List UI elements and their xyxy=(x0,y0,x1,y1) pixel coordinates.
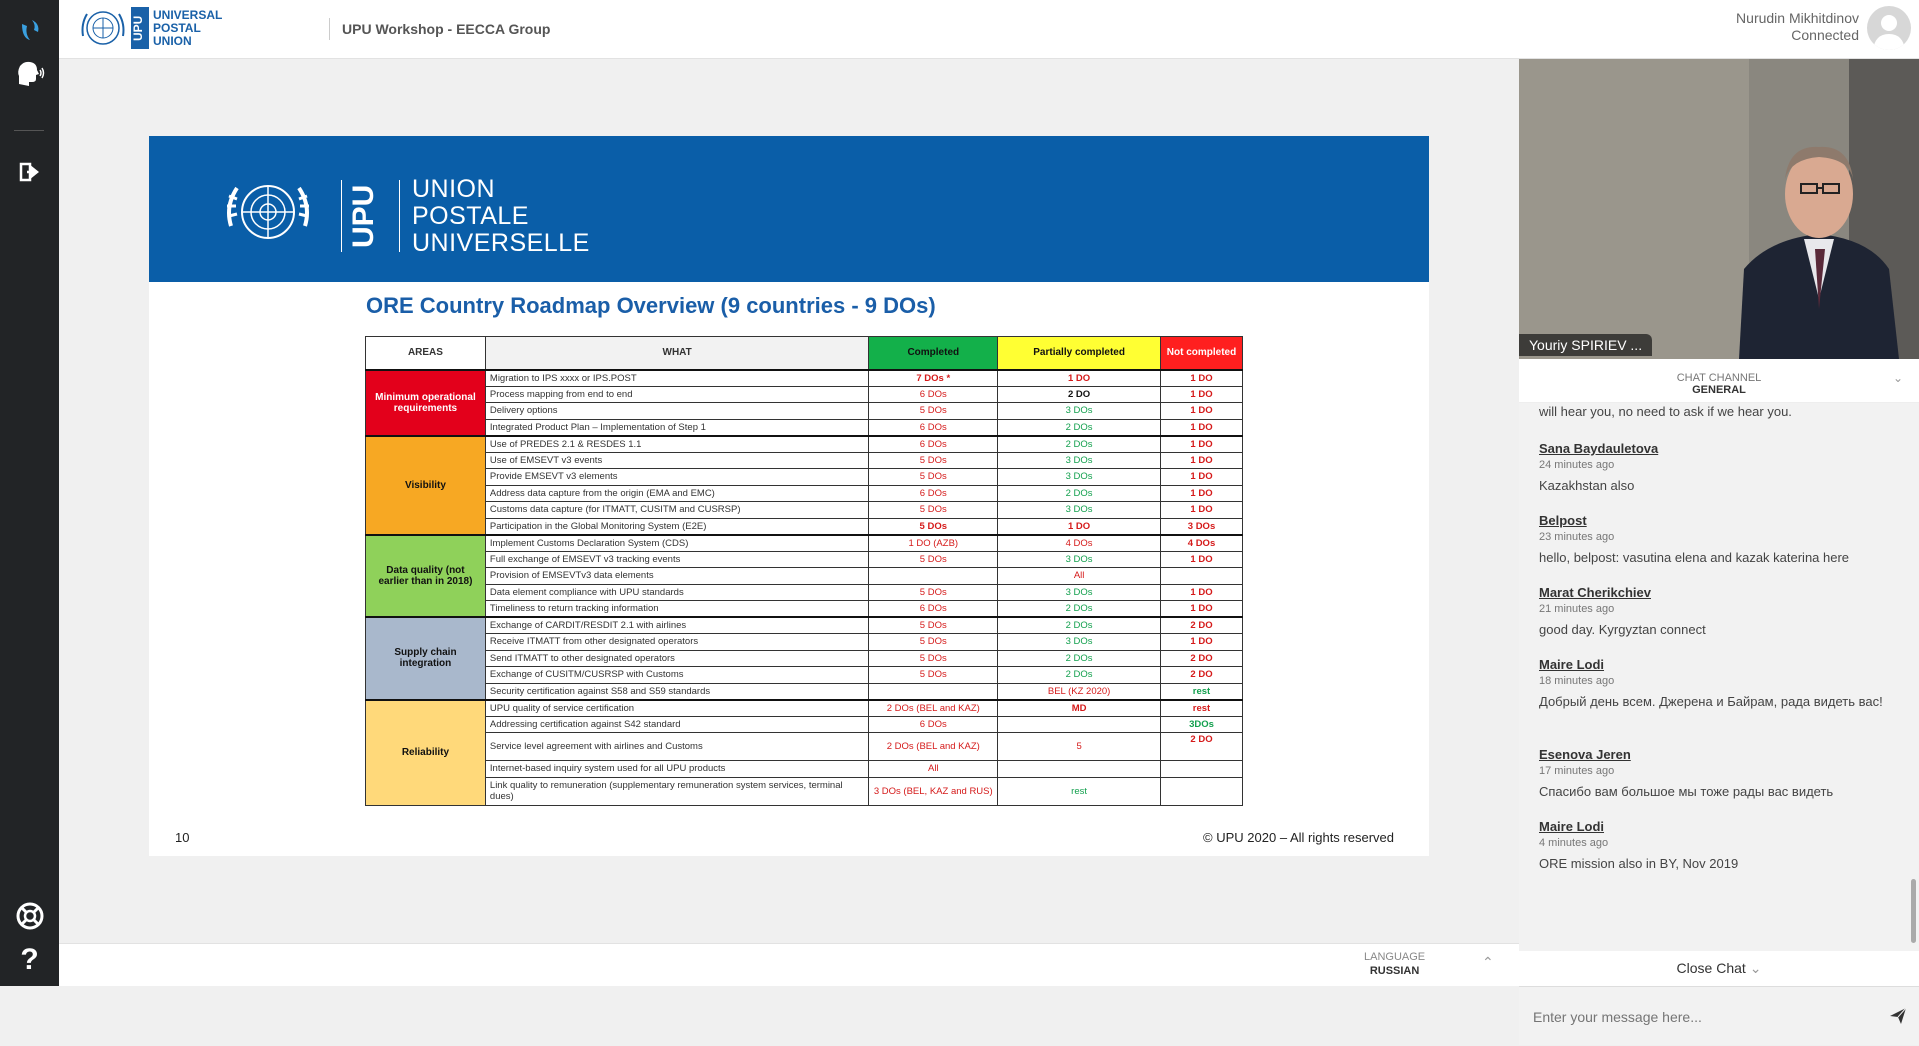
chat-time: 18 minutes ago xyxy=(1539,675,1615,687)
chat-author[interactable]: Sana Baydauletova xyxy=(1539,441,1659,456)
completed-cell: 5 DOs xyxy=(869,452,998,469)
completed-cell: 6 DOs xyxy=(869,601,998,618)
table-row xyxy=(366,584,1243,601)
language-value: RUSSIAN xyxy=(1369,965,1420,977)
left-sidebar xyxy=(0,0,59,986)
area-cell: Data quality (not earlier than in 2018) xyxy=(366,535,486,618)
upu-logo[interactable] xyxy=(77,6,222,50)
partial-cell: 4 DOs xyxy=(998,535,1161,552)
not-completed-cell xyxy=(1161,568,1243,585)
partial-cell: 5 xyxy=(998,733,1161,761)
slide-title: ORE Country Roadmap Overview (9 countries - 9 DOs) xyxy=(366,293,936,318)
completed-cell: 6 DOs xyxy=(869,485,998,502)
chat-scrollbar[interactable] xyxy=(1911,879,1916,943)
logout-icon[interactable] xyxy=(12,154,47,189)
what-cell: Send ITMATT to other designated operators xyxy=(485,650,868,667)
partial-cell: 3 DOs xyxy=(998,551,1161,568)
chat-message-list[interactable] xyxy=(1519,403,1919,951)
chat-message xyxy=(1539,441,1894,494)
completed-cell: 5 DOs xyxy=(869,650,998,667)
what-cell: Exchange of CUSITM/CUSRSP with Customs xyxy=(485,667,868,684)
not-completed-cell: rest xyxy=(1161,700,1243,717)
table-row xyxy=(366,452,1243,469)
user-info xyxy=(1736,10,1859,44)
banner-divider xyxy=(399,180,400,252)
area-cell: Supply chain integration xyxy=(366,617,486,700)
table-row xyxy=(366,733,1243,761)
partial-cell: 2 DOs xyxy=(998,617,1161,634)
not-completed-cell: 1 DO xyxy=(1161,469,1243,486)
table-row xyxy=(366,777,1243,805)
partial-cell: BEL (KZ 2020) xyxy=(998,683,1161,700)
video-frame-icon xyxy=(1519,59,1919,359)
completed-cell: 6 DOs xyxy=(869,436,998,453)
chat-author[interactable]: Maire Lodi xyxy=(1539,657,1605,672)
header-what: WHAT xyxy=(485,337,868,370)
chat-time: 21 minutes ago xyxy=(1539,603,1615,615)
not-completed-cell: 1 DO xyxy=(1161,551,1243,568)
chat-input-area xyxy=(1519,986,1919,1045)
not-completed-cell: 1 DO xyxy=(1161,419,1243,436)
header-partial: Partially completed xyxy=(998,337,1161,370)
chat-time: 23 minutes ago xyxy=(1539,531,1615,543)
chat-text: Спасибо вам большое мы тоже рады вас видеть xyxy=(1539,784,1834,799)
what-cell: Migration to IPS xxxx or IPS.POST xyxy=(485,370,868,387)
user-status: Connected xyxy=(1791,27,1859,43)
brand-icon[interactable] xyxy=(12,12,47,47)
what-cell: Provision of EMSEVTv3 data elements xyxy=(485,568,868,585)
right-panel xyxy=(1519,59,1919,986)
chat-author[interactable]: Marat Cherikchiev xyxy=(1539,585,1651,600)
what-cell: Provide EMSEVT v3 elements xyxy=(485,469,868,486)
table-row xyxy=(366,601,1243,618)
banner-divider xyxy=(341,180,342,252)
un-emblem-icon xyxy=(209,176,327,248)
what-cell: Customs data capture (for ITMATT, CUSITM and CUSRSP) xyxy=(485,502,868,519)
chat-message xyxy=(1539,819,1894,872)
slide-page-number: 10 xyxy=(175,830,190,845)
what-cell: Exchange of CARDIT/RESDIT 2.1 with airlines xyxy=(485,617,868,634)
chat-message xyxy=(1539,747,1894,800)
not-completed-cell: 1 DO xyxy=(1161,485,1243,502)
chat-text: Kazakhstan also xyxy=(1539,478,1635,493)
completed-cell: 5 DOs xyxy=(869,551,998,568)
table-row xyxy=(366,761,1243,778)
top-bar xyxy=(59,0,1919,59)
area-cell: Visibility xyxy=(366,436,486,535)
event-title: UPU Workshop - EECCA Group xyxy=(329,18,550,40)
area-cell: Minimum operational requirements xyxy=(366,370,486,436)
chat-author[interactable]: Belpost xyxy=(1539,513,1587,528)
chevron-down-icon: ⌄ xyxy=(1749,960,1762,976)
table-row xyxy=(366,485,1243,502)
partial-cell: 3 DOs xyxy=(998,469,1161,486)
not-completed-cell: 2 DO xyxy=(1161,617,1243,634)
question-icon[interactable]: ? xyxy=(20,942,39,976)
user-name: Nurudin Mikhitdinov xyxy=(1736,10,1859,26)
slide xyxy=(149,136,1429,856)
partial-cell: rest xyxy=(998,777,1161,805)
table-row xyxy=(366,535,1243,552)
partial-cell: 2 DOs xyxy=(998,601,1161,618)
not-completed-cell: 2 DO xyxy=(1161,733,1243,761)
completed-cell: 5 DOs xyxy=(869,518,998,535)
not-completed-cell: 2 DO xyxy=(1161,650,1243,667)
avatar[interactable] xyxy=(1867,6,1911,50)
table-row xyxy=(366,667,1243,684)
audio-icon[interactable] xyxy=(12,56,47,91)
completed-cell: 5 DOs xyxy=(869,617,998,634)
partial-cell: 2 DOs xyxy=(998,419,1161,436)
chat-channel-header[interactable] xyxy=(1519,359,1919,403)
speaker-name: Youriy SPIRIEV ... xyxy=(1519,334,1652,356)
table-row xyxy=(366,568,1243,585)
table-row xyxy=(366,551,1243,568)
completed-cell: 3 DOs (BEL, KAZ and RUS) xyxy=(869,777,998,805)
table-row xyxy=(366,716,1243,733)
roadmap-table xyxy=(365,336,1243,806)
what-cell: Data element compliance with UPU standards xyxy=(485,584,868,601)
partial-cell: 2 DOs xyxy=(998,650,1161,667)
presentation-stage xyxy=(59,59,1519,943)
partial-cell: 2 DO xyxy=(998,386,1161,403)
send-icon[interactable] xyxy=(1889,1007,1907,1025)
chat-message xyxy=(1539,657,1894,710)
partial-cell: 1 DO xyxy=(998,518,1161,535)
table-row xyxy=(366,370,1243,387)
table-row xyxy=(366,700,1243,717)
upu-vertical-mark: UPU xyxy=(131,7,149,49)
completed-cell: 5 DOs xyxy=(869,584,998,601)
header-completed: Completed xyxy=(869,337,998,370)
not-completed-cell xyxy=(1161,761,1243,778)
partial-cell xyxy=(998,716,1161,733)
partial-cell: 3 DOs xyxy=(998,502,1161,519)
what-cell: Security certification against S58 and S59 standards xyxy=(485,683,868,700)
not-completed-cell: 1 DO xyxy=(1161,584,1243,601)
table-row xyxy=(366,436,1243,453)
not-completed-cell: 1 DO xyxy=(1161,436,1243,453)
not-completed-cell: rest xyxy=(1161,683,1243,700)
table-row xyxy=(366,518,1243,535)
partial-cell: 3 DOs xyxy=(998,634,1161,651)
completed-cell: 5 DOs xyxy=(869,403,998,420)
completed-cell: 5 DOs xyxy=(869,469,998,486)
language-label: LANGUAGE xyxy=(1364,951,1426,963)
chat-time: 4 minutes ago xyxy=(1539,837,1609,849)
not-completed-cell: 2 DO xyxy=(1161,667,1243,684)
what-cell: Use of PREDES 2.1 & RESDES 1.1 xyxy=(485,436,868,453)
chat-author[interactable]: Maire Lodi xyxy=(1539,819,1605,834)
not-completed-cell: 1 DO xyxy=(1161,502,1243,519)
what-cell: Delivery options xyxy=(485,403,868,420)
what-cell: Receive ITMATT from other designated operators xyxy=(485,634,868,651)
table-row xyxy=(366,419,1243,436)
close-chat-button[interactable] xyxy=(1519,951,1919,986)
chat-partial-message: will hear you, no need to ask if we hear you. xyxy=(1539,404,1792,419)
partial-cell: MD xyxy=(998,700,1161,717)
what-cell: Internet-based inquiry system used for all UPU products xyxy=(485,761,868,778)
partial-cell: 2 DOs xyxy=(998,485,1161,502)
completed-cell: 6 DOs xyxy=(869,386,998,403)
chat-message xyxy=(1539,513,1894,566)
chat-channel-name: GENERAL xyxy=(1692,384,1746,396)
completed-cell: 2 DOs (BEL and KAZ) xyxy=(869,700,998,717)
completed-cell: 6 DOs xyxy=(869,419,998,436)
header-areas: AREAS xyxy=(366,337,486,370)
what-cell: Address data capture from the origin (EMA and EMC) xyxy=(485,485,868,502)
chat-channel-label: CHAT CHANNEL xyxy=(1676,372,1762,384)
what-cell: Integrated Product Plan – Implementation of Step 1 xyxy=(485,419,868,436)
chat-author[interactable]: Esenova Jeren xyxy=(1539,747,1631,762)
chevron-up-icon[interactable]: ⌃ xyxy=(1482,954,1494,970)
table-row xyxy=(366,386,1243,403)
completed-cell: 5 DOs xyxy=(869,502,998,519)
completed-cell: 6 DOs xyxy=(869,716,998,733)
partial-cell: 3 DOs xyxy=(998,584,1161,601)
completed-cell xyxy=(869,568,998,585)
chat-time: 17 minutes ago xyxy=(1539,765,1615,777)
what-cell: Timeliness to return tracking information xyxy=(485,601,868,618)
what-cell: Service level agreement with airlines and Customs xyxy=(485,733,868,761)
what-cell: Link quality to remuneration (supplementary remuneration system services, terminal dues) xyxy=(485,777,868,805)
completed-cell: 5 DOs xyxy=(869,667,998,684)
what-cell: Implement Customs Declaration System (CDS) xyxy=(485,535,868,552)
what-cell: Addressing certification against S42 standard xyxy=(485,716,868,733)
chat-message xyxy=(1539,585,1894,638)
table-row xyxy=(366,650,1243,667)
chat-message-input[interactable] xyxy=(1519,987,1879,1046)
chat-time: 24 minutes ago xyxy=(1539,459,1615,471)
what-cell: Process mapping from end to end xyxy=(485,386,868,403)
language-selector[interactable] xyxy=(1364,950,1425,978)
what-cell: Use of EMSEVT v3 events xyxy=(485,452,868,469)
bottom-bar xyxy=(59,943,1519,986)
partial-cell: 2 DOs xyxy=(998,436,1161,453)
not-completed-cell: 1 DO xyxy=(1161,601,1243,618)
partial-cell: All xyxy=(998,568,1161,585)
un-emblem-icon xyxy=(77,6,129,50)
not-completed-cell: 1 DO xyxy=(1161,370,1243,387)
not-completed-cell: 1 DO xyxy=(1161,386,1243,403)
table-row xyxy=(366,617,1243,634)
partial-cell: 3 DOs xyxy=(998,452,1161,469)
table-row xyxy=(366,403,1243,420)
chat-text: Добрый день всем. Джерена и Байрам, рада видеть вас! xyxy=(1539,694,1883,709)
banner-upu: UPU xyxy=(347,184,380,248)
chat-text: ORE mission also in BY, Nov 2019 xyxy=(1539,856,1739,871)
table-header-row xyxy=(366,337,1243,370)
not-completed-cell: 1 DO xyxy=(1161,403,1243,420)
not-completed-cell: 3 DOs xyxy=(1161,518,1243,535)
logo-text: UNIVERSAL POSTAL UNION xyxy=(153,7,223,48)
area-cell: Reliability xyxy=(366,700,486,806)
sidebar-divider xyxy=(14,130,44,131)
what-cell: Full exchange of EMSEVT v3 tracking events xyxy=(485,551,868,568)
what-cell: Participation in the Global Monitoring System (E2E) xyxy=(485,518,868,535)
chat-text: hello, belpost: vasutina elena and kazak katerina here xyxy=(1539,550,1850,565)
table-row xyxy=(366,469,1243,486)
table-row xyxy=(366,634,1243,651)
partial-cell xyxy=(998,761,1161,778)
table-row xyxy=(366,683,1243,700)
completed-cell: 2 DOs (BEL and KAZ) xyxy=(869,733,998,761)
partial-cell: 2 DOs xyxy=(998,667,1161,684)
header-not-completed: Not completed xyxy=(1161,337,1243,370)
completed-cell: 1 DO (AZB) xyxy=(869,535,998,552)
completed-cell: 5 DOs xyxy=(869,634,998,651)
chevron-down-icon[interactable]: ⌄ xyxy=(1892,371,1903,385)
chat-text: good day. Kyrgyztan connect xyxy=(1539,622,1706,637)
slide-copyright: © UPU 2020 – All rights reserved xyxy=(1203,830,1394,845)
completed-cell: All xyxy=(869,761,998,778)
not-completed-cell: 1 DO xyxy=(1161,452,1243,469)
table-row xyxy=(366,502,1243,519)
completed-cell xyxy=(869,683,998,700)
what-cell: UPU quality of service certification xyxy=(485,700,868,717)
partial-cell: 3 DOs xyxy=(998,403,1161,420)
not-completed-cell xyxy=(1161,777,1243,805)
not-completed-cell: 3DOs xyxy=(1161,716,1243,733)
help-ring-icon[interactable] xyxy=(12,898,47,933)
not-completed-cell: 1 DO xyxy=(1161,634,1243,651)
completed-cell: 7 DOs * xyxy=(869,370,998,387)
banner-org-name: UNION POSTALE UNIVERSELLE xyxy=(412,175,590,257)
partial-cell: 1 DO xyxy=(998,370,1161,387)
not-completed-cell: 4 DOs xyxy=(1161,535,1243,552)
speaker-video xyxy=(1519,59,1919,359)
slide-banner xyxy=(149,136,1429,282)
close-chat-label: Close Chat xyxy=(1676,960,1746,976)
